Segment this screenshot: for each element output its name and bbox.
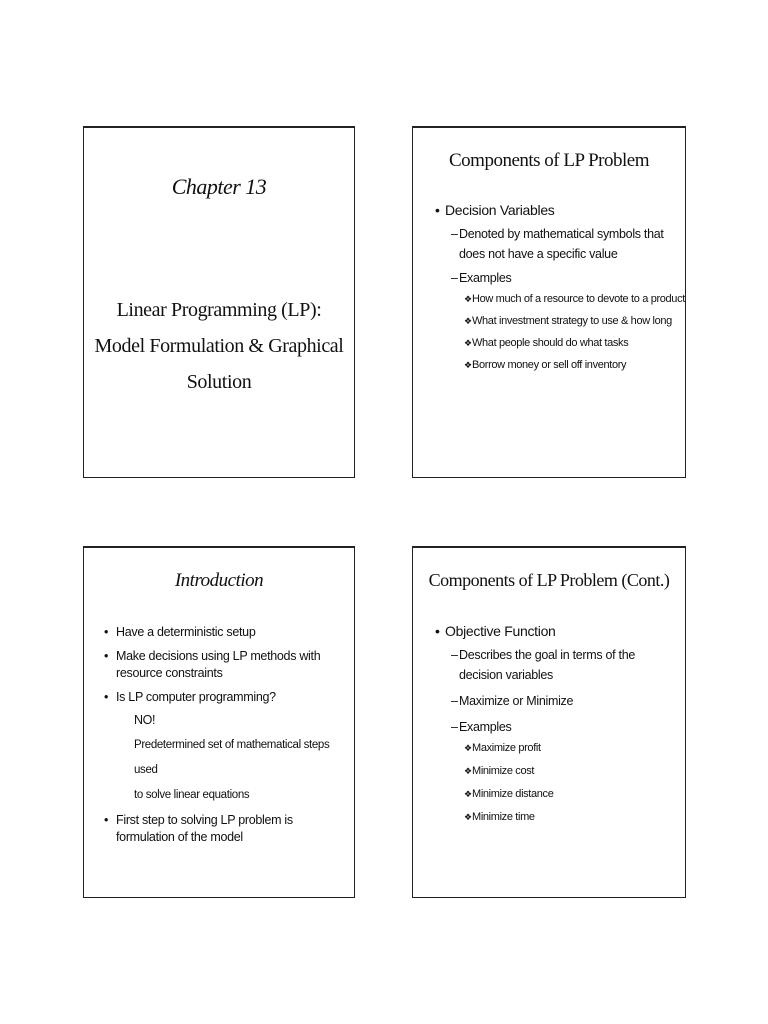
list-item — [413, 717, 685, 737]
diamond-icon: ❖ — [464, 316, 472, 326]
list-item-text: First step to solving LP problem is formulation of the model — [116, 813, 293, 844]
list-item — [413, 332, 685, 354]
bullet-mark: • — [435, 202, 440, 218]
chapter-title: Chapter 13 — [171, 174, 267, 199]
subtitle-line: Solution — [186, 371, 252, 393]
list-item — [413, 691, 685, 711]
list-item — [413, 224, 685, 264]
list-item — [413, 623, 685, 639]
slide-heading: Components of LP Problem (Cont.) — [428, 570, 670, 590]
subtitle-line: Model Formulation & Graphical — [94, 335, 344, 357]
detail-line: to solve linear equations — [134, 789, 250, 801]
bullet-list — [413, 202, 685, 376]
list-item-text: Maximize or Minimize — [459, 694, 574, 708]
list-item-text: Describes the goal in terms of the decision variables — [459, 648, 636, 682]
list-item-text: Minimize cost — [472, 765, 535, 777]
diamond-icon: ❖ — [464, 789, 472, 799]
slide-heading: Components of LP Problem — [449, 150, 649, 171]
dash-mark: – — [451, 720, 458, 734]
list-item — [84, 689, 354, 706]
list-item-text: Maximize profit — [472, 742, 541, 754]
bullet-list — [84, 624, 354, 853]
list-item-text: Examples — [459, 271, 512, 285]
slide-introduction — [83, 546, 355, 898]
list-item — [413, 737, 685, 760]
list-item — [413, 783, 685, 806]
list-item-text: Objective Function — [445, 623, 556, 639]
text-line: does not have a specific value — [459, 247, 618, 261]
chapter-subtitle — [94, 292, 344, 400]
list-item — [84, 624, 354, 641]
diamond-icon: ❖ — [464, 360, 472, 370]
list-item — [413, 354, 685, 376]
list-item — [84, 648, 354, 682]
list-item — [413, 760, 685, 783]
answer-text: NO! — [134, 713, 156, 727]
list-item-text: Minimize distance — [472, 788, 554, 800]
bullet-mark: • — [104, 625, 109, 639]
dash-mark: – — [451, 271, 458, 285]
bullet-list — [413, 623, 685, 829]
diamond-icon: ❖ — [464, 294, 472, 304]
list-item — [413, 202, 685, 218]
list-item-text: Decision Variables — [445, 202, 555, 218]
bullet-mark: • — [104, 813, 109, 827]
list-item-text: Have a deterministic setup — [116, 625, 256, 639]
list-item — [413, 806, 685, 829]
list-item-text: What people should do what tasks — [472, 337, 629, 349]
bullet-mark: • — [104, 690, 109, 704]
list-item — [413, 268, 685, 288]
dash-mark: – — [451, 694, 458, 708]
bullet-mark: • — [435, 623, 440, 639]
list-item — [413, 288, 685, 310]
detail-line: Predetermined set of mathematical steps used — [134, 739, 330, 776]
dash-mark: – — [451, 648, 458, 662]
slide-components-cont — [412, 546, 686, 898]
list-item — [413, 645, 685, 685]
list-item-text: Is LP computer programming? — [116, 690, 276, 704]
list-item — [84, 812, 354, 846]
dash-mark: – — [451, 227, 458, 241]
list-item-text: How much of a resource to devote to a product — [472, 293, 685, 305]
slide-components — [412, 126, 686, 478]
diamond-icon: ❖ — [464, 812, 472, 822]
subtitle-line: Linear Programming (LP): — [116, 299, 322, 321]
slide-title — [83, 126, 355, 478]
text-line: Denoted by mathematical symbols that — [459, 227, 664, 241]
list-item-text: Borrow money or sell off inventory — [472, 359, 627, 371]
list-item-text: What investment strategy to use & how long — [472, 315, 672, 327]
list-item-text: Make decisions using LP methods with resource constraints — [116, 649, 321, 680]
list-item — [413, 310, 685, 332]
diamond-icon: ❖ — [464, 766, 472, 776]
slide-heading: Introduction — [174, 570, 264, 591]
diamond-icon: ❖ — [464, 743, 472, 753]
bullet-mark: • — [104, 649, 109, 663]
list-item-text: Minimize time — [472, 811, 535, 823]
diamond-icon: ❖ — [464, 338, 472, 348]
list-item-text: Examples — [459, 720, 512, 734]
